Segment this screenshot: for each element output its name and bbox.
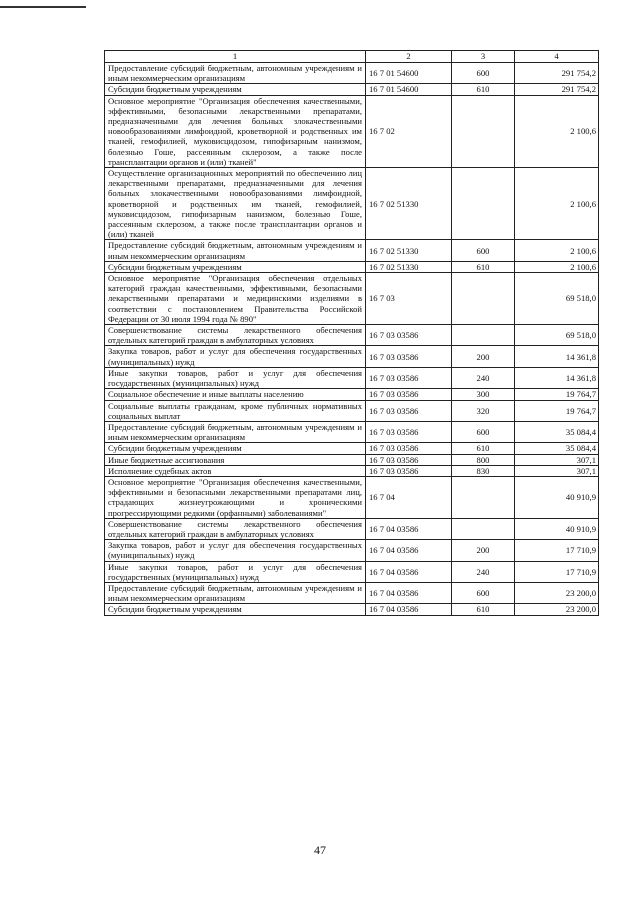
table-row xyxy=(105,63,599,84)
row-sum: 19 764,7 xyxy=(515,389,599,400)
row-type: 610 xyxy=(452,84,515,95)
row-name: Исполнение судебных актов xyxy=(105,465,366,476)
row-code: 16 7 04 03586 xyxy=(366,518,452,539)
row-type: 600 xyxy=(452,582,515,603)
row-type: 200 xyxy=(452,346,515,367)
row-name: Основное мероприятие "Организация обеспечения отдельных категорий граждан качественными, эффективными, безопасными лекарственными препаратами и медицинскими изделиями в соответствии с постановлением Правительства Российской Федерации от 30 июля 1994 года № 890" xyxy=(105,273,366,325)
table-row xyxy=(105,325,599,346)
row-sum: 14 361,8 xyxy=(515,367,599,388)
row-name: Совершенствование системы лекарственного обеспечения отдельных категорий граждан в амбулаторных условиях xyxy=(105,325,366,346)
table-row xyxy=(105,400,599,421)
header-col-3: 3 xyxy=(452,51,515,63)
row-code: 16 7 02 51330 xyxy=(366,168,452,240)
table-row xyxy=(105,84,599,95)
row-type: 830 xyxy=(452,465,515,476)
row-sum: 307,1 xyxy=(515,465,599,476)
row-sum: 14 361,8 xyxy=(515,346,599,367)
table-row xyxy=(105,240,599,261)
row-sum: 2 100,6 xyxy=(515,240,599,261)
row-type: 240 xyxy=(452,561,515,582)
table-row xyxy=(105,367,599,388)
row-name: Социальное обеспечение и иные выплаты населению xyxy=(105,389,366,400)
row-type: 300 xyxy=(452,389,515,400)
table-body xyxy=(105,63,599,616)
table-row xyxy=(105,273,599,325)
row-sum: 17 710,9 xyxy=(515,540,599,561)
row-name: Предоставление субсидий бюджетным, автономным учреждениям и иным некоммерческим организациям xyxy=(105,240,366,261)
row-name: Субсидии бюджетным учреждениям xyxy=(105,604,366,615)
row-code: 16 7 03 03586 xyxy=(366,421,452,442)
row-sum: 69 518,0 xyxy=(515,273,599,325)
row-code: 16 7 03 xyxy=(366,273,452,325)
table-row xyxy=(105,261,599,272)
row-sum: 40 910,9 xyxy=(515,518,599,539)
row-type: 610 xyxy=(452,604,515,615)
row-code: 16 7 03 03586 xyxy=(366,389,452,400)
table-row xyxy=(105,168,599,240)
row-type: 600 xyxy=(452,240,515,261)
row-name: Основное мероприятие "Организация обеспечения качественными, эффективными, безопасными лекарственными препаратами, предназначенными для лечения больных злокачественными новообразованиями лимфоидной, кроветворной и родственных им тканей, гемофилией, муковисцидозом, гипофизарным нанизмом, болезнью Гоше, рассеянным склерозом, а также после трансплантации органов и (или) тканей" xyxy=(105,95,366,167)
row-sum: 35 084,4 xyxy=(515,443,599,454)
row-code: 16 7 02 xyxy=(366,95,452,167)
table-row xyxy=(105,518,599,539)
row-name: Предоставление субсидий бюджетным, автономным учреждениям и иным некоммерческим организациям xyxy=(105,63,366,84)
row-sum: 23 200,0 xyxy=(515,582,599,603)
row-name: Предоставление субсидий бюджетным, автономным учреждениям и иным некоммерческим организациям xyxy=(105,582,366,603)
row-code: 16 7 01 54600 xyxy=(366,63,452,84)
header-col-1: 1 xyxy=(105,51,366,63)
row-type xyxy=(452,273,515,325)
row-code: 16 7 02 51330 xyxy=(366,240,452,261)
row-code: 16 7 04 03586 xyxy=(366,561,452,582)
row-sum: 291 754,2 xyxy=(515,63,599,84)
header-col-4: 4 xyxy=(515,51,599,63)
row-name: Осуществление организационных мероприятий по обеспечению лиц лекарственными препаратами, предназначенными для лечения больных злокачественными новообразованиями лимфоидной, кроветворной и родственных им тканей, гемофилией, муковисцидозом, гипофизарным нанизмом, болезнью Гоше, рассеянным склерозом, а также после трансплантации органов и (или) тканей xyxy=(105,168,366,240)
top-rule xyxy=(0,6,86,8)
row-type xyxy=(452,95,515,167)
row-type xyxy=(452,325,515,346)
row-sum: 2 100,6 xyxy=(515,261,599,272)
table-row xyxy=(105,582,599,603)
row-code: 16 7 03 03586 xyxy=(366,465,452,476)
row-name: Социальные выплаты гражданам, кроме публичных нормативных социальных выплат xyxy=(105,400,366,421)
row-name: Иные закупки товаров, работ и услуг для обеспечения государственных (муниципальных) нужд xyxy=(105,367,366,388)
header-row xyxy=(105,51,599,63)
row-code: 16 7 04 03586 xyxy=(366,604,452,615)
row-code: 16 7 03 03586 xyxy=(366,367,452,388)
row-type: 800 xyxy=(452,454,515,465)
budget-table xyxy=(104,50,599,616)
table-row xyxy=(105,443,599,454)
row-name: Совершенствование системы лекарственного обеспечения отдельных категорий граждан в амбулаторных условиях xyxy=(105,518,366,539)
row-sum: 40 910,9 xyxy=(515,476,599,518)
row-code: 16 7 03 03586 xyxy=(366,400,452,421)
row-code: 16 7 04 03586 xyxy=(366,540,452,561)
row-name: Субсидии бюджетным учреждениям xyxy=(105,261,366,272)
row-type: 600 xyxy=(452,421,515,442)
row-type: 600 xyxy=(452,63,515,84)
row-sum: 2 100,6 xyxy=(515,168,599,240)
row-code: 16 7 03 03586 xyxy=(366,454,452,465)
row-code: 16 7 04 xyxy=(366,476,452,518)
table-row xyxy=(105,389,599,400)
row-type: 610 xyxy=(452,261,515,272)
row-type xyxy=(452,168,515,240)
row-type: 200 xyxy=(452,540,515,561)
table-row xyxy=(105,465,599,476)
row-type xyxy=(452,518,515,539)
page-number: 47 xyxy=(314,843,326,857)
table-row xyxy=(105,604,599,615)
row-name: Закупка товаров, работ и услуг для обеспечения государственных (муниципальных) нужд xyxy=(105,540,366,561)
row-code: 16 7 04 03586 xyxy=(366,582,452,603)
row-code: 16 7 03 03586 xyxy=(366,325,452,346)
row-code: 16 7 03 03586 xyxy=(366,443,452,454)
row-sum: 291 754,2 xyxy=(515,84,599,95)
row-code: 16 7 01 54600 xyxy=(366,84,452,95)
row-code: 16 7 02 51330 xyxy=(366,261,452,272)
row-name: Иные закупки товаров, работ и услуг для обеспечения государственных (муниципальных) нужд xyxy=(105,561,366,582)
row-type: 240 xyxy=(452,367,515,388)
header-col-2: 2 xyxy=(366,51,452,63)
row-name: Закупка товаров, работ и услуг для обеспечения государственных (муниципальных) нужд xyxy=(105,346,366,367)
row-sum: 35 084,4 xyxy=(515,421,599,442)
row-sum: 17 710,9 xyxy=(515,561,599,582)
row-type: 610 xyxy=(452,443,515,454)
table-row xyxy=(105,476,599,518)
row-sum: 307,1 xyxy=(515,454,599,465)
table-row xyxy=(105,454,599,465)
row-sum: 2 100,6 xyxy=(515,95,599,167)
row-name: Субсидии бюджетным учреждениям xyxy=(105,443,366,454)
row-name: Основное мероприятие "Организация обеспечения качественными, эффективными и безопасными лекарственными препаратами лиц, страдающих жизнеугрожающими и хроническими прогрессирующими редкими (орфанными) заболеваниями" xyxy=(105,476,366,518)
table-row xyxy=(105,95,599,167)
row-name: Субсидии бюджетным учреждениям xyxy=(105,84,366,95)
table-row xyxy=(105,561,599,582)
row-type: 320 xyxy=(452,400,515,421)
row-name: Иные бюджетные ассигнования xyxy=(105,454,366,465)
table-row xyxy=(105,346,599,367)
row-sum: 23 200,0 xyxy=(515,604,599,615)
row-sum: 69 518,0 xyxy=(515,325,599,346)
row-sum: 19 764,7 xyxy=(515,400,599,421)
table-row xyxy=(105,421,599,442)
table-row xyxy=(105,540,599,561)
row-name: Предоставление субсидий бюджетным, автономным учреждениям и иным некоммерческим организациям xyxy=(105,421,366,442)
row-type xyxy=(452,476,515,518)
row-code: 16 7 03 03586 xyxy=(366,346,452,367)
